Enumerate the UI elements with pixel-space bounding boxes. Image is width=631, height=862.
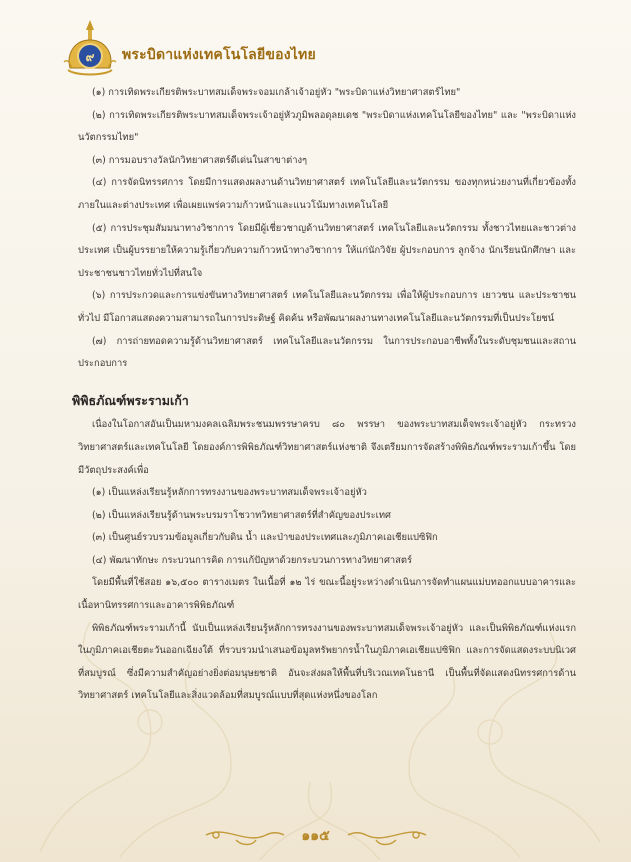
list-item: (๔) การจัดนิทรรศการ โดยมีการแสดงผลงานด้านวิทยาศาสตร์ เทคโนโลยีและนวัตกรรม ของทุกหน่วยงานที่เกี่ยวข้องทั้งภายในและต่างประเทศ เพื่อเผยแพร่ความก้าวหน้าและแนวโน้มทางเทคโนโลยี <box>78 177 576 211</box>
royal-emblem-icon <box>62 18 118 78</box>
objective-item: (๓) เป็นศูนย์รวบรวมข้อมูลเกี่ยวกับดิน น้ำ และป่าของประเทศและภูมิภาคเอเชียแปซิฟิก <box>92 532 438 544</box>
svg-text:๙: ๙ <box>85 50 95 64</box>
list-item: (๒) การเทิดพระเกียรติพระบาทสมเด็จพระเจ้าอยู่หัวภูมิพลอดุลยเดช "พระบิดาแห่งเทคโนโลยีของไทย" และ "พระบิดาแห่งนวัตกรรมไทย" <box>78 109 576 144</box>
list-item: (๑) การเทิดพระเกียรติพระบาทสมเด็จพระจอมเกล้าเจ้าอยู่หัว "พระบิดาแห่งวิทยาศาสตร์ไทย" <box>92 87 461 98</box>
page-header <box>62 18 582 78</box>
objective-item: (๑) เป็นแหล่งเรียนรู้หลักการทรงงานของพระบาทสมเด็จพระเจ้าอยู่หัว <box>92 487 367 499</box>
section-intro-paragraph: เนื่องในโอกาสอันเป็นมหามงคลเฉลิมพระชนมพรรษาครบ ๘๐ พรรษา ของพระบาทสมเด็จพระเจ้าอยู่หัว กระทรวงวิทยาศาสตร์และเทคโนโลยี โดยองค์การพิพิธภัณฑ์วิทยาศาสตร์แห่งชาติ จึงเตรียมการจัดสร้างพิพิธภัณฑ์พระรามเก้าขึ้น โดยมีวัตถุประสงค์เพื่อ <box>78 419 576 476</box>
objective-item: (๒) เป็นแหล่งเรียนรู้ด้านพระบรมราโชวาทวิทยาศาสตร์ที่สำคัญของประเทศ <box>92 509 392 521</box>
area-paragraph: โดยมีพื้นที่ใช้สอย ๑๖,๕๐๐ ตารางเมตร ในเนื้อที่ ๑๒ ไร่ ขณะนี้อยู่ระหว่างดำเนินการจัดทำแผนแม่บทออกแบบอาคารและเนื้อหานิทรรศการและอาคารพิพิธภัณฑ์ <box>78 577 576 612</box>
page-header-title: พระบิดาแห่งเทคโนโลยีของไทย <box>122 47 316 63</box>
section-heading: พิพิธภัณฑ์พระรามเก้า <box>72 392 189 408</box>
closing-paragraph: พิพิธภัณฑ์พระรามเก้านี้ นับเป็นแหล่งเรียนรู้หลักการทรงงานของพระบาทสมเด็จพระเจ้าอยู่หัว และเป็นพิพิธภัณฑ์แห่งแรกในภูมิภาคเอเชียตะวันออกเฉียงใต้ ที่รวบรวมนำเสนอข้อมูลทรัพยากรน้ำในภูมิภาคเอเชียแปซิฟิก และการจัดแสดงระบบนิเวศที่สมบูรณ์ ซึ่งมีความสำคัญอย่างยิ่งต่อมนุษยชาติ อันจะส่งผลให้พื้นที่บริเวณเทคโนธานี เป็นพื้นที่จัดแสดงนิทรรศการด้านวิทยาศาสตร์ เทคโนโลยีและสิ่งแวดล้อมที่สมบูรณ์แบบที่สุดแห่งหนึ่งของโลก <box>78 622 576 702</box>
list-item: (๕) การประชุมสัมมนาทางวิชาการ โดยมีผู้เชี่ยวชาญด้านวิทยาศาสตร์ เทคโนโลยีและนวัตกรรม ทั้งชาวไทยและชาวต่างประเทศ เป็นผู้บรรยายให้ความรู้เกี่ยวกับความก้าวหน้าทางวิชาการ ให้แก่นักวิจัย ผู้ประกอบการ ลูกจ้าง นักเรียนนักศึกษา และประชาชนชาวไทยทั่วไปที่สนใจ <box>78 222 576 279</box>
page-footer <box>0 820 631 850</box>
objective-item: (๔) พัฒนาทักษะ กระบวนการคิด การแก้ปัญหาด้วยกระบวนการทางวิทยาศาสตร์ <box>92 554 413 566</box>
list-item: (๗) การถ่ายทอดความรู้ด้านวิทยาศาสตร์ เทคโนโลยีและนวัตกรรม ในการประกอบอาชีพทั้งในระดับชุมชนและสถานประกอบการ <box>78 335 576 370</box>
document-body <box>72 82 576 708</box>
footer-ornament-group <box>196 820 436 850</box>
page-number: ๑๑๕ <box>301 828 330 844</box>
list-item: (๖) การประกวดและการแข่งขันทางวิทยาศาสตร์ เทคโนโลยีและนวัตกรรม เพื่อให้ผู้ประกอบการ เยาวชน และประชาชนทั่วไป มีโอกาสแสดงความสามารถในการประดิษฐ์ คิดค้น หรือพัฒนาผลงานทางเทคโนโลยีและนวัตกรรมที่เป็นประโยชน์ <box>78 290 576 324</box>
list-item: (๓) การมอบรางวัลนักวิทยาศาสตร์ดีเด่นในสาขาต่างๆ <box>92 154 308 166</box>
